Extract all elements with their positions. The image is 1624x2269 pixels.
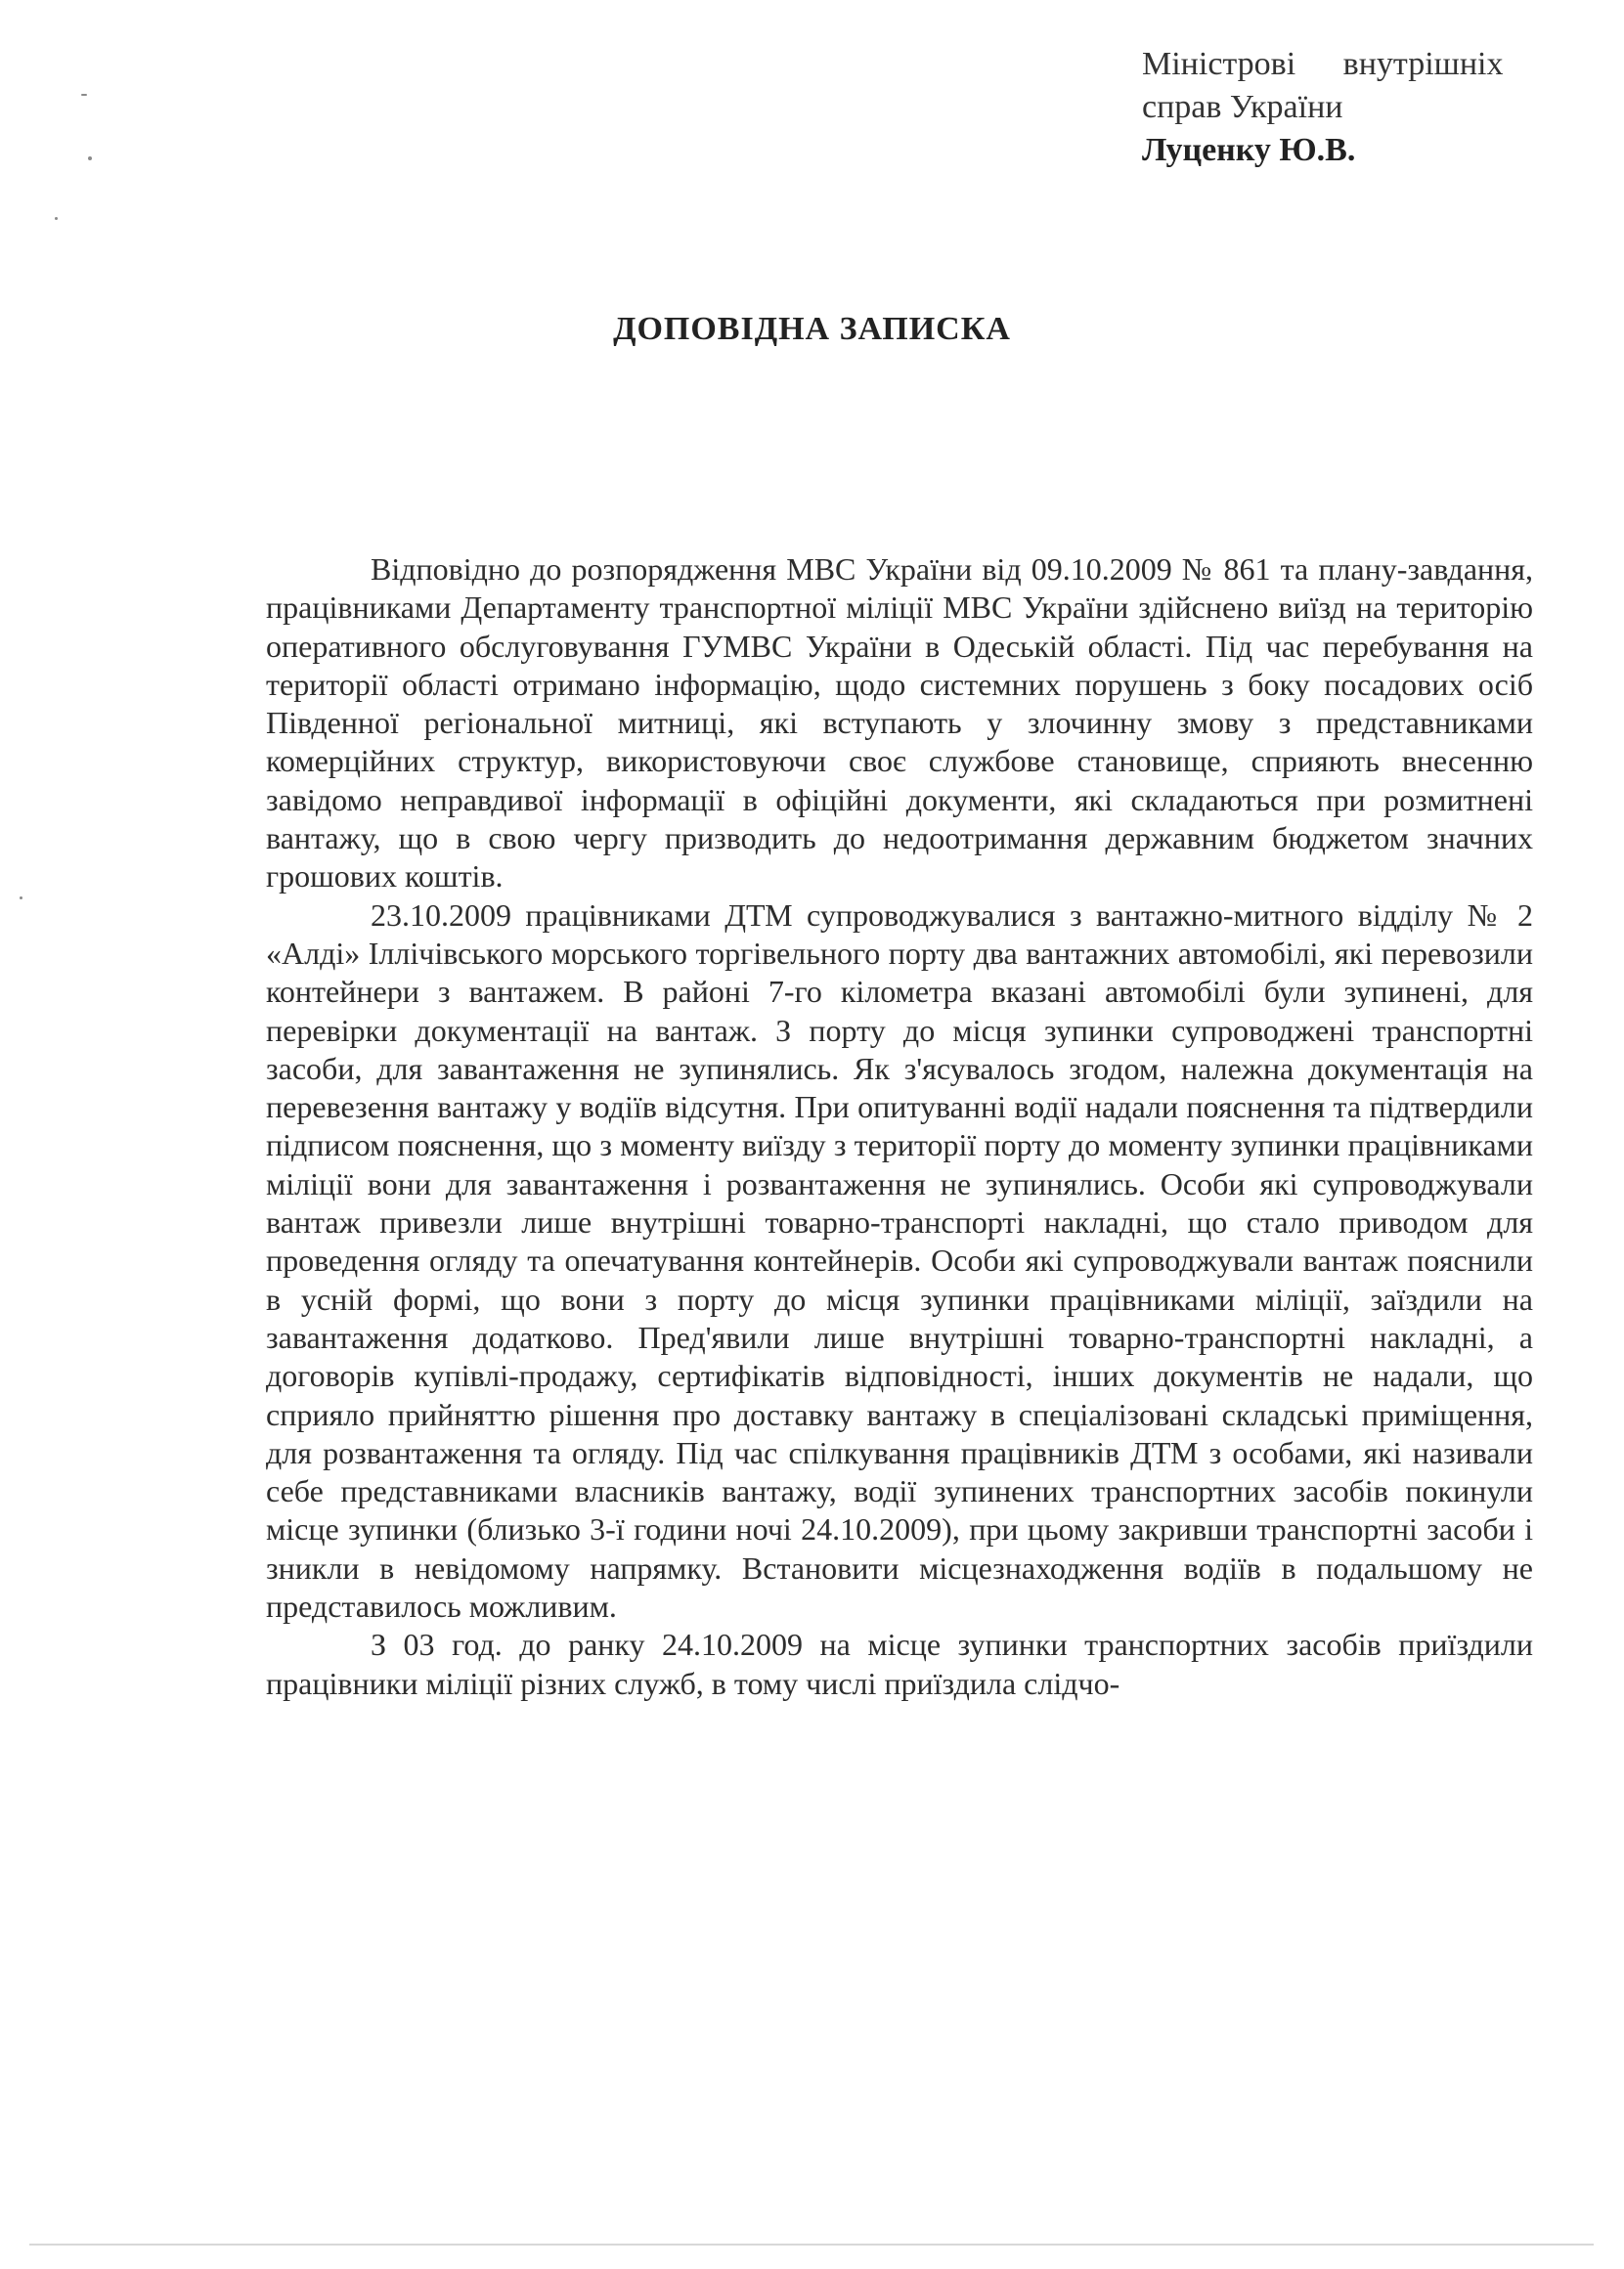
document-body (266, 550, 1533, 1703)
scan-speck (55, 217, 58, 220)
addressee-position: Міністрові внутрішніх (1142, 46, 1504, 82)
paragraph-1: Відповідно до розпорядження МВС України від 09.10.2009 № 861 та плану-завдання, працівниками Департаменту транспортної міліції МВС України здійснено виїзд на територію оперативного обслуговування ГУМВС України в Одеській області. Під час перебування на території області отримано інформацію, щодо системних порушень з боку посадових осіб Південної регіональної митниці, які вступають у злочинну змову з представниками комерційних структур, використовуючи своє службове становище, сприяють внесенню завідомо неправдивої інформації в офіційні документи, які складаються при розмитнені вантажу, що в свою чергу призводить до недоотримання державним бюджетом значних грошових коштів. (266, 551, 1533, 895)
scan-bottom-edge (29, 2244, 1594, 2246)
paragraph-2: 23.10.2009 працівниками ДТМ супроводжувалися з вантажно-митного відділу № 2 «Алді» Іллічівського морського торгівельного порту два вантажних автомобілі, які перевозили контейнери з вантажем. В районі 7-го кілометра вказані автомобілі були зупинені, для перевірки документації на вантаж. З порту до місця зупинки супроводжені транспортні засоби, для завантаження не зупинялись. Як з'ясувалось згодом, належна документація на перевезення вантажу у водіїв відсутня. При опитуванні водії надали пояснення та підтвердили підписом пояснення, що з моменту виїзду з території порту до моменту зупинки працівниками міліції вони для завантаження і розвантаження не зупинялись. Особи які супроводжували вантаж привезли лише внутрішні товарно-транспорті накладні, що стало приводом для проведення огляду та опечатування контейнерів. Особи які супроводжували вантаж пояснили в усній формі, що вони з порту до місця зупинки працівниками міліції, заїздили на завантаження додатково. Пред'явили лише внутрішні товарно-транспортні накладні, а договорів купівлі-продажу, сертифікатів відповідності, інших документів не надали, що сприяло прийняттю рішення про доставку вантажу в спеціалізовані складські приміщення, для розвантаження та огляду. Під час спілкування працівників ДТМ з особами, які називали себе представниками власників вантажу, водії зупинених транспортних засобів покинули місце зупинки (близько 3-ї години ночі 24.10.2009), при цьому закривши транспортні засоби і зникли в невідомому напрямку. Встановити місцезнаходження водіїв в подальшому не представилось можливим. (266, 896, 1533, 1625)
document-title: ДОПОВІДНА ЗАПИСКА (613, 311, 1011, 347)
scan-speck (88, 156, 92, 160)
addressee-name: Луценку Ю.В. (1142, 132, 1356, 168)
paragraph-3: З 03 год. до ранку 24.10.2009 на місце зупинки транспортних засобів приїздили працівники міліції різних служб, в тому числі приїздила слідчо- (266, 1627, 1533, 1701)
addressee-block (1142, 43, 1553, 172)
scan-speck (20, 896, 22, 899)
scan-speck (81, 94, 87, 96)
addressee-ministry: справ України (1142, 89, 1343, 125)
